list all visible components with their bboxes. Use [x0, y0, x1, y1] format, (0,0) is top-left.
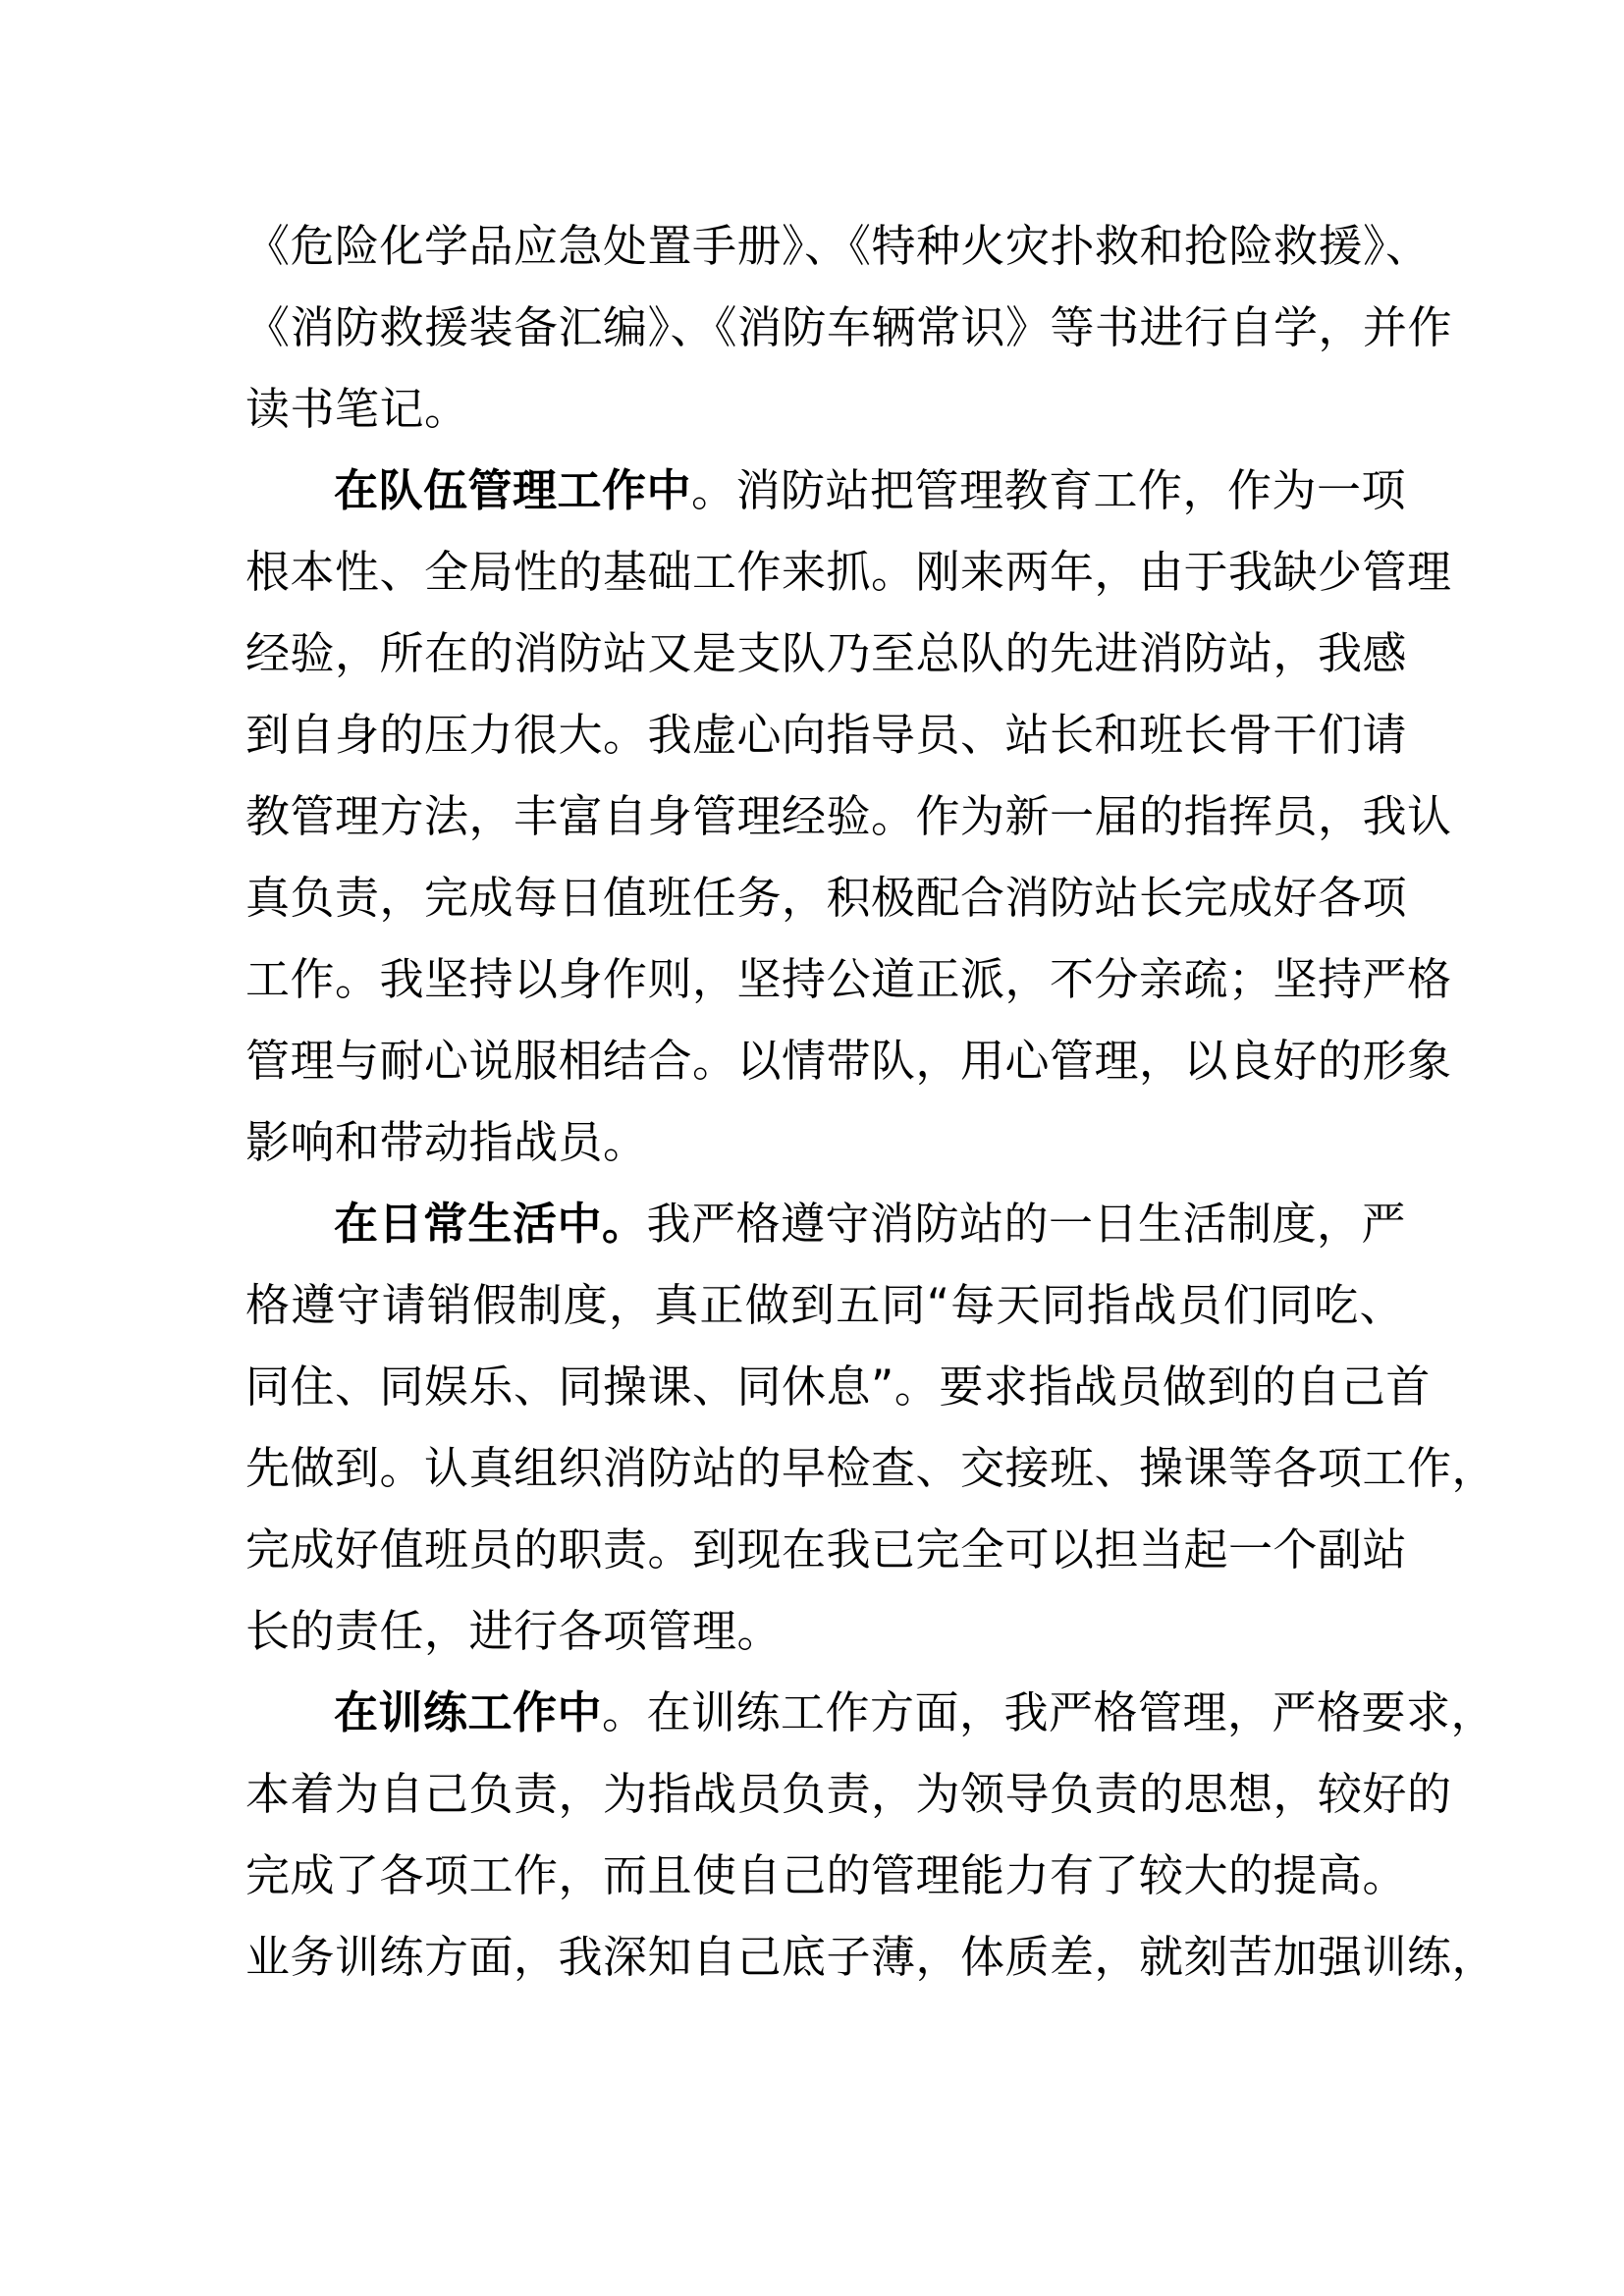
text-line: 长的责任，进行各项管理。 [245, 1605, 783, 1657]
paragraph-heading: 在队伍管理工作中 [334, 464, 692, 516]
paragraph-first-line [334, 1682, 1496, 1744]
text-line: 到自身的压力很大。我虚心向指导员、站长和班长骨干们请 [245, 709, 1408, 761]
text-line: 本着为自己负责，为指战员负责，为领导负责的思想，较好的 [245, 1768, 1452, 1820]
text-line: 教管理方法，丰富自身管理经验。作为新一届的指挥员，我认 [245, 790, 1452, 842]
text-line: 业务训练方面，我深知自己底子薄，体质差，就刻苦加强训练， [245, 1931, 1497, 1983]
text-span: 。消防站把管理教育工作，作为一项 [691, 464, 1407, 516]
text-line: 格遵守请销假制度，真正做到五同“每天同指战员们同吃、 [245, 1279, 1404, 1331]
text-line: 真负责，完成每日值班任务，积极配合消防站长完成好各项 [245, 872, 1408, 924]
paragraph-heading: 在训练工作中 [334, 1686, 603, 1738]
paragraph-first-line [334, 1193, 1407, 1255]
text-line: 读书笔记。 [245, 383, 469, 435]
text-span: 我严格遵守消防站的一日生活制度，严 [646, 1198, 1407, 1250]
text-line: 《危险化学品应急处置手册》、《特种火灾扑救和抢险救援》、 [245, 220, 1431, 272]
text-line: 工作。我坚持以身作则，坚持公道正派，不分亲疏；坚持严格 [245, 953, 1452, 1005]
text-line: 根本性、全局性的基础工作来抓。刚来两年，由于我缺少管理 [245, 546, 1452, 598]
text-line: 经验，所在的消防站又是支队乃至总队的先进消防站，我感 [245, 627, 1408, 679]
text-line: 完成了各项工作，而且使自己的管理能力有了较大的提高。 [245, 1849, 1408, 1901]
text-line: 影响和带动指战员。 [245, 1116, 648, 1168]
text-line: 先做到。认真组织消防站的早检查、交接班、操课等各项工作， [245, 1442, 1497, 1494]
paragraph-first-line [334, 459, 1407, 522]
text-span: 。在训练工作方面，我严格管理，严格要求， [602, 1686, 1496, 1738]
text-line: 《消防救援装备汇编》、《消防车辆常识》等书进行自学，并作 [245, 301, 1453, 353]
paragraph-heading: 在日常生活中。 [334, 1198, 647, 1250]
text-line: 完成好值班员的职责。到现在我已完全可以担当起一个副站 [245, 1523, 1408, 1575]
text-line: 同住、同娱乐、同操课、同休息”。要求指战员做到的自己首 [245, 1361, 1431, 1413]
text-line: 管理与耐心说服相结合。以情带队，用心管理，以良好的形象 [245, 1035, 1452, 1087]
